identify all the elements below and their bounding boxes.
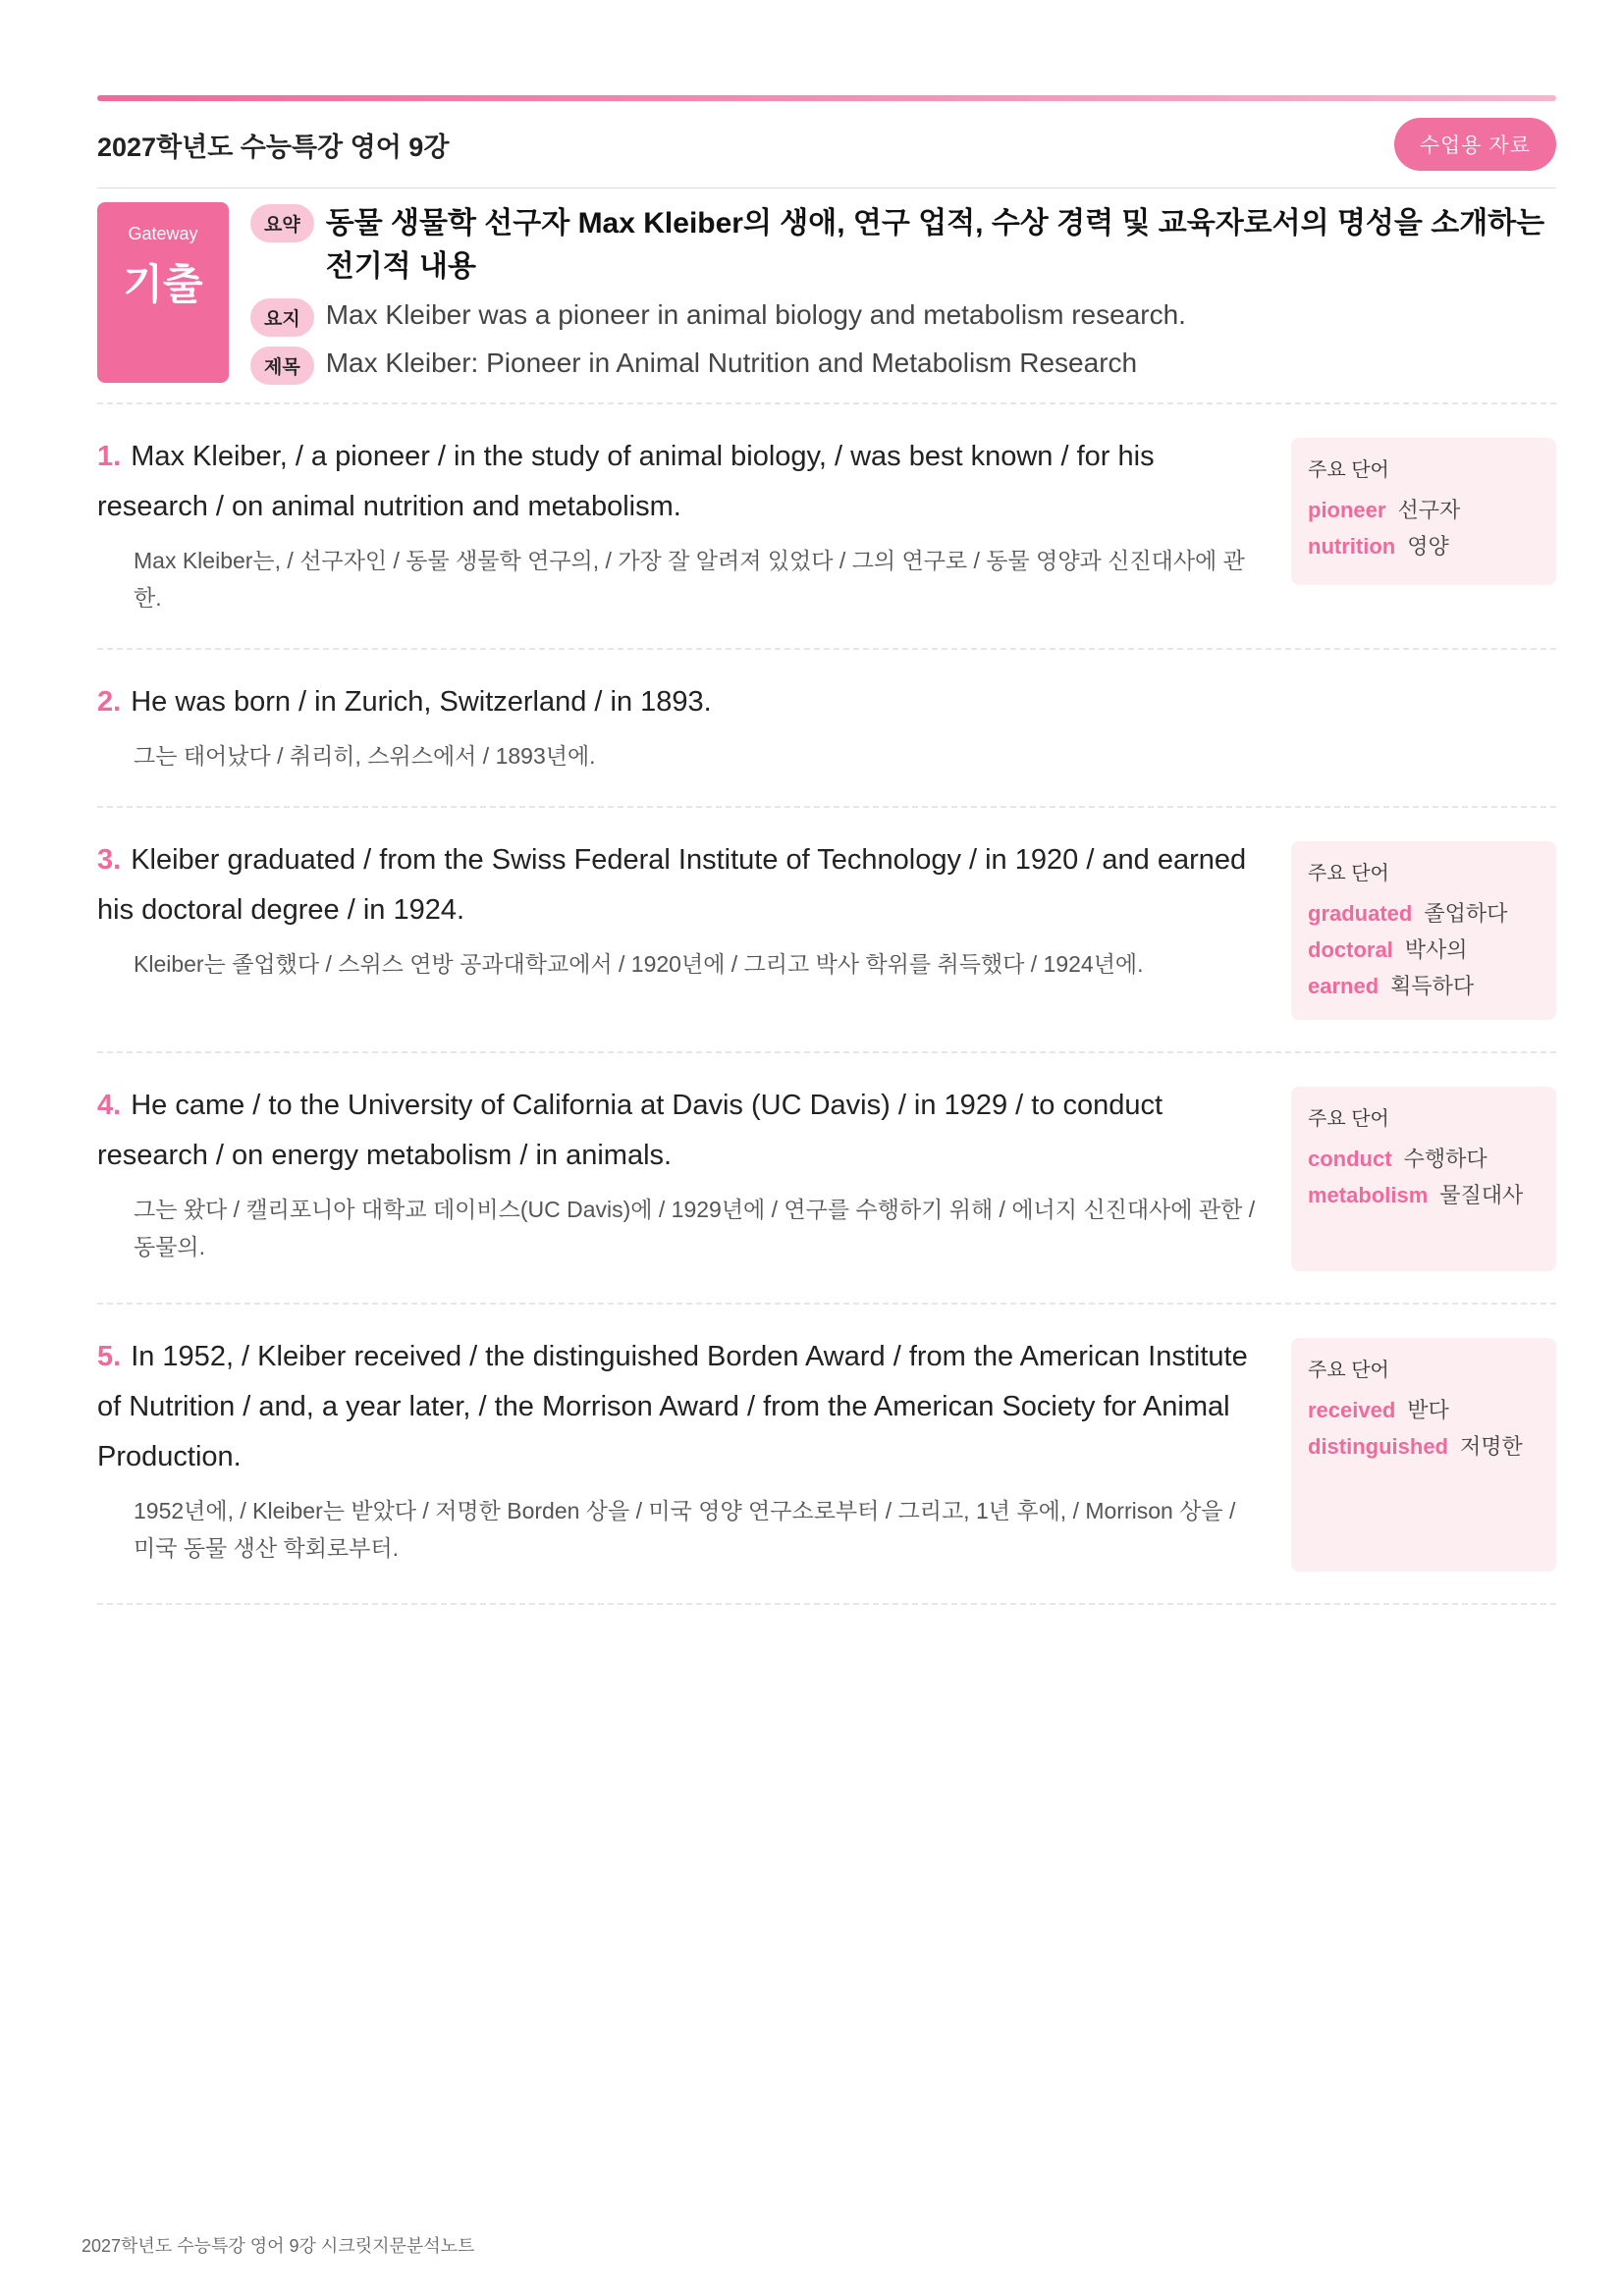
sentence-english	[97, 432, 1261, 532]
sentence-2	[97, 650, 1556, 808]
class-material-badge: 수업용 자료	[1394, 118, 1556, 171]
header	[97, 101, 1556, 188]
vocab-word: doctoral	[1308, 937, 1393, 962]
vocab-meaning: 받다	[1407, 1398, 1449, 1422]
vocab-word: distinguished	[1308, 1434, 1448, 1459]
gist-tag: 요지	[250, 298, 314, 337]
key-vocab-title: 주요 단어	[1308, 863, 1389, 884]
summary-row	[250, 202, 1556, 289]
summary-text: 동물 생물학 선구자 Max Kleiber의 생애, 연구 업적, 수상 경력 및 교육자로서의 명성을 소개하는 전기적 내용	[325, 207, 1545, 283]
sentence-korean: Max Kleiber는, / 선구자인 / 동물 생물학 연구의, / 가장 잘 알려져 있었다 / 그의 연구로 / 동물 영양과 신진대사에 관한.	[134, 548, 1245, 611]
vocab-item	[1308, 492, 1540, 528]
key-vocab-box	[1291, 1087, 1556, 1271]
vocab-meaning: 졸업하다	[1424, 901, 1508, 926]
vocab-meaning: 선구자	[1397, 498, 1461, 522]
page-content	[97, 95, 1556, 1605]
sentence-korean: 1952년에, / Kleiber는 받았다 / 저명한 Borden 상을 / 미국 영양 연구소로부터 / 그리고, 1년 후에, / Morrison 상을 / 미국 동물 생산 학회로부터.	[134, 1498, 1236, 1561]
title-row	[250, 345, 1556, 385]
sentence-english	[97, 1332, 1261, 1482]
vocab-item	[1308, 1141, 1540, 1177]
sentence-english	[97, 1081, 1261, 1181]
sentence-number: 1.	[97, 441, 122, 472]
sentence-3	[97, 808, 1556, 1053]
sentence-5	[97, 1305, 1556, 1605]
sentence-1	[97, 404, 1556, 650]
page-footer: 2027학년도 수능특강 영어 9강 시크릿지문분석노트	[81, 2236, 475, 2256]
vocab-word: metabolism	[1308, 1183, 1429, 1207]
sentence-english-text: Kleiber graduated / from the Swiss Federal Institute of Technology / in 1920 / and earned his doctoral degree / in 1924.	[97, 844, 1247, 926]
key-vocab-title: 주요 단어	[1308, 1108, 1389, 1130]
title-text: Max Kleiber: Pioneer in Animal Nutrition and Metabolism Research	[325, 347, 1138, 378]
key-vocab-box	[1291, 438, 1556, 585]
gateway-box	[97, 202, 229, 383]
vocab-item	[1308, 968, 1540, 1004]
title-tag: 제목	[250, 347, 314, 385]
key-vocab-title: 주요 단어	[1308, 459, 1389, 481]
sentence-korean: 그는 태어났다 / 취리히, 스위스에서 / 1893년에.	[134, 743, 596, 769]
key-vocab-box	[1291, 1338, 1556, 1572]
sentence-number: 3.	[97, 844, 122, 876]
vocab-item	[1308, 932, 1540, 968]
vocab-item	[1308, 528, 1540, 564]
gateway-label: Gateway	[128, 224, 198, 243]
summary-tag: 요약	[250, 204, 314, 242]
sentence-4	[97, 1053, 1556, 1305]
vocab-word: graduated	[1308, 901, 1413, 926]
vocab-meaning: 영양	[1407, 534, 1449, 559]
vocab-meaning: 획득하다	[1390, 974, 1475, 998]
vocab-word: earned	[1308, 974, 1380, 998]
gateway-info	[250, 202, 1556, 385]
vocab-meaning: 저명한	[1460, 1434, 1523, 1459]
sentence-number: 4.	[97, 1090, 122, 1121]
sentence-english-text: In 1952, / Kleiber received / the distinguished Borden Award / from the American Institute of Nutrition / and, a year later, / the Morrison Award / from the American Society for Animal Production.	[97, 1341, 1248, 1472]
vocab-item	[1308, 1392, 1540, 1428]
vocab-item	[1308, 895, 1540, 932]
vocab-item	[1308, 1428, 1540, 1465]
sentence-number: 5.	[97, 1341, 122, 1372]
sentence-english-text: Max Kleiber, / a pioneer / in the study of animal biology, / was best known / for his research / on animal nutrition and metabolism.	[97, 441, 1155, 522]
gateway-section	[97, 188, 1556, 404]
vocab-word: received	[1308, 1398, 1396, 1422]
vocab-word: conduct	[1308, 1147, 1392, 1171]
gist-row	[250, 296, 1556, 337]
vocab-meaning: 물질대사	[1439, 1183, 1524, 1207]
sentence-english-text: He was born / in Zurich, Switzerland / in 1893.	[131, 686, 712, 718]
sentence-english	[97, 835, 1261, 935]
key-vocab-box	[1291, 841, 1556, 1020]
sentence-english-text: He came / to the University of California at Davis (UC Davis) / in 1929 / to conduct research / on energy metabolism / in animals.	[97, 1090, 1163, 1171]
vocab-word: pioneer	[1308, 498, 1386, 522]
gateway-exam-label: 기출	[123, 261, 203, 307]
gist-text: Max Kleiber was a pioneer in animal biology and metabolism research.	[325, 299, 1186, 330]
vocab-item	[1308, 1177, 1540, 1213]
vocab-word: nutrition	[1308, 534, 1396, 559]
key-vocab-title: 주요 단어	[1308, 1360, 1389, 1381]
sentence-number: 2.	[97, 686, 122, 718]
sentence-english	[97, 677, 1261, 727]
page-title: 2027학년도 수능특강 영어 9강	[97, 132, 450, 162]
sentence-korean: Kleiber는 졸업했다 / 스위스 연방 공과대학교에서 / 1920년에 / 그리고 박사 학위를 취득했다 / 1924년에.	[134, 951, 1144, 977]
sentence-korean: 그는 왔다 / 캘리포니아 대학교 데이비스(UC Davis)에 / 1929년에 / 연구를 수행하기 위해 / 에너지 신진대사에 관한 / 동물의.	[134, 1197, 1256, 1259]
vocab-meaning: 수행하다	[1403, 1147, 1488, 1171]
vocab-meaning: 박사의	[1404, 937, 1468, 962]
